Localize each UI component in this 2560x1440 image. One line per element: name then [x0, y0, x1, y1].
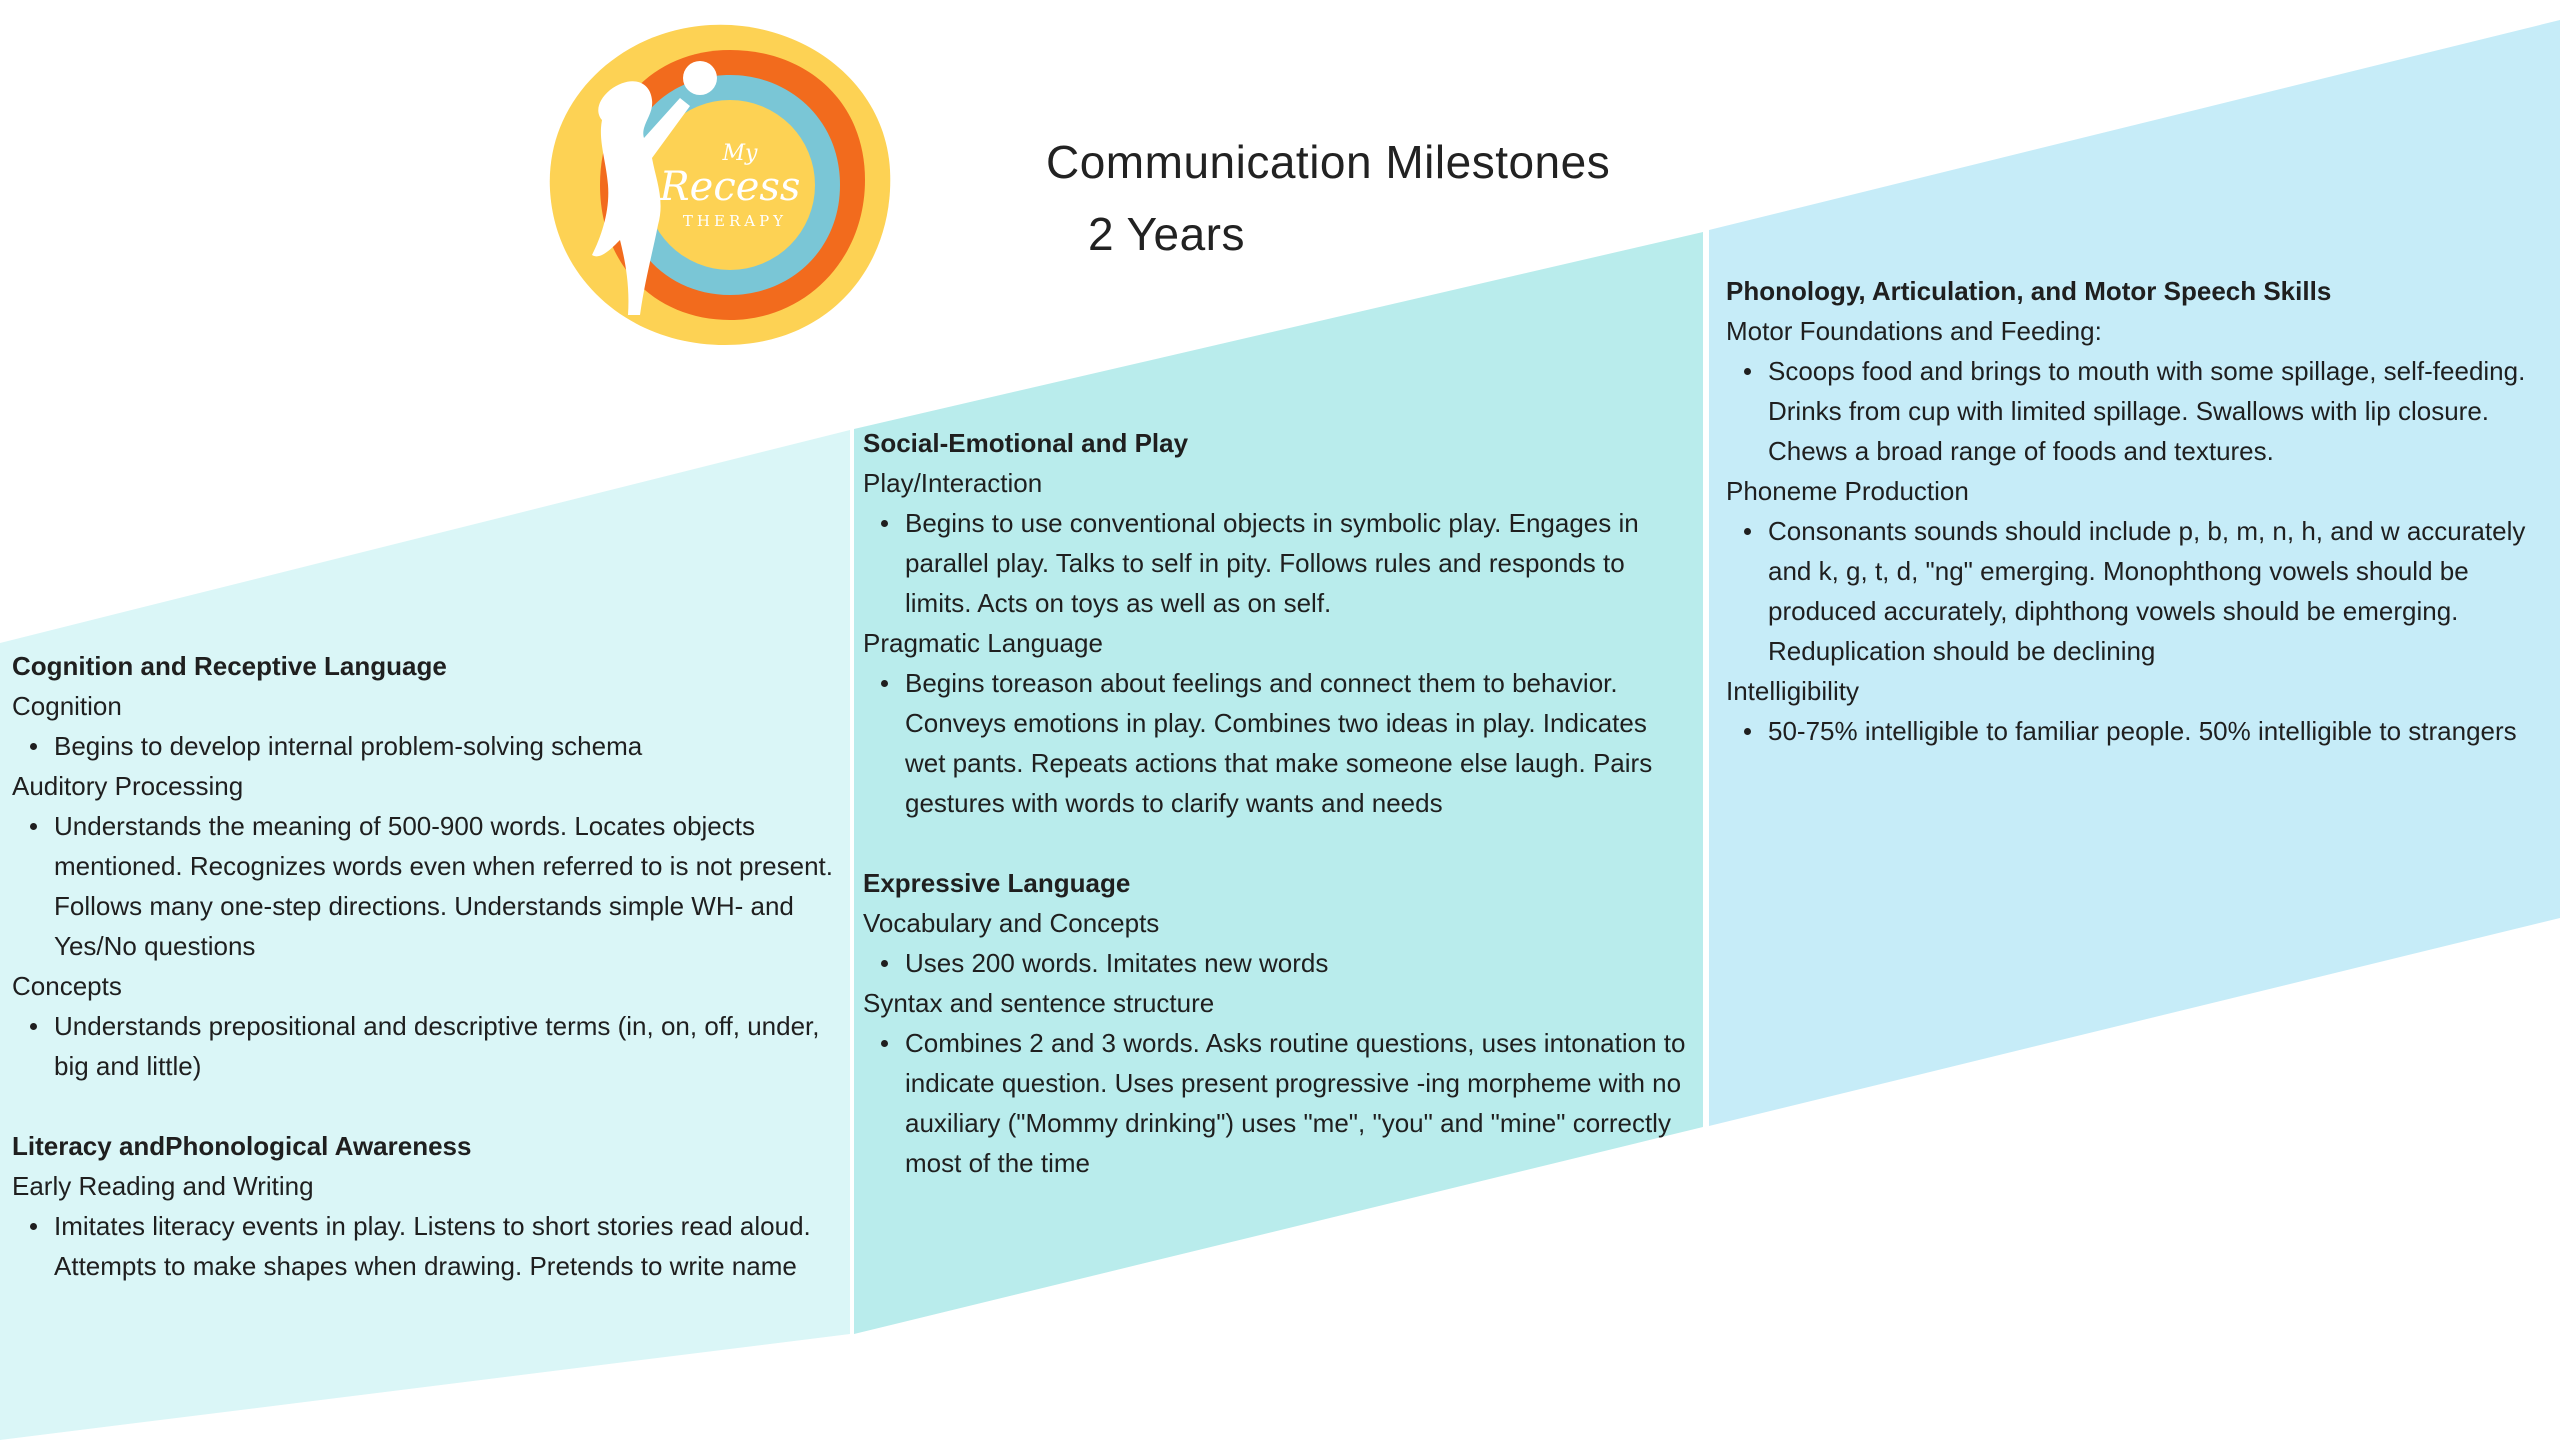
column-cognition-literacy — [12, 646, 842, 1286]
section-heading: Cognition and Receptive Language — [12, 651, 447, 681]
section-heading: Expressive Language — [863, 868, 1131, 898]
page-title: Communication Milestones — [1046, 136, 1611, 188]
list-item: Scoops food and brings to mouth with some spillage, self-feeding. Drinks from cup with limited spillage. Swallows with lip closure. Chews a broad range of foods and textures. — [1768, 351, 2536, 471]
my-recess-therapy-logo — [540, 20, 900, 350]
list-item: Understands prepositional and descriptive terms (in, on, off, under, big and little) — [54, 1006, 842, 1086]
list-item: Understands the meaning of 500-900 words. Locates objects mentioned. Recognizes words even when referred to is not present. Follows many one-step directions. Understands simple WH- and Yes/No questions — [54, 806, 842, 966]
bullet-list — [863, 503, 1693, 623]
section-heading: Social-Emotional and Play — [863, 428, 1189, 458]
column-social-expressive — [863, 423, 1693, 1183]
section-heading: Phonology, Articulation, and Motor Speech Skills — [1726, 276, 2332, 306]
group-title: Vocabulary and Concepts — [863, 908, 1160, 938]
group-title: Early Reading and Writing — [12, 1171, 314, 1201]
group-title: Concepts — [12, 971, 122, 1001]
bullet-list — [12, 806, 842, 966]
group-title: Syntax and sentence structure — [863, 988, 1215, 1018]
page-subtitle: 2 Years — [1088, 208, 1245, 260]
section-spacer — [863, 823, 1693, 863]
list-item: Begins toreason about feelings and connect them to behavior. Conveys emotions in play. Combines two ideas in play. Indicates wet pants. Repeats actions that make someone else laugh. Pairs gestures with words to clarify wants and needs — [905, 663, 1693, 823]
bullet-list — [12, 1206, 842, 1286]
logo-wordmark-my: My — [722, 141, 758, 166]
section-spacer — [12, 1086, 842, 1126]
list-item: Begins to develop internal problem-solving schema — [54, 726, 842, 766]
list-item: 50-75% intelligible to familiar people. 50% intelligible to strangers — [1768, 711, 2536, 751]
column-phonology — [1726, 271, 2536, 751]
list-item: Combines 2 and 3 words. Asks routine questions, uses intonation to indicate question. Uses present progressive -ing morpheme with no auxiliary ("Mommy drinking") uses "me", "you" and "mine" correctly most of the time — [905, 1023, 1693, 1183]
group-title: Play/Interaction — [863, 468, 1043, 498]
bullet-list — [12, 726, 842, 766]
group-title: Motor Foundations and Feeding: — [1726, 316, 2102, 346]
list-item: Uses 200 words. Imitates new words — [905, 943, 1693, 983]
logo-wordmark-recess: Recess — [659, 164, 801, 210]
logo-wordmark-therapy: THERAPY — [682, 212, 788, 230]
group-title: Phoneme Production — [1726, 476, 1969, 506]
bullet-list — [863, 943, 1693, 983]
section-heading: Literacy andPhonological Awareness — [12, 1131, 472, 1161]
bullet-list — [12, 1006, 842, 1086]
group-title: Intelligibility — [1726, 676, 1859, 706]
bullet-list — [863, 663, 1693, 823]
list-item: Imitates literacy events in play. Listens to short stories read aloud. Attempts to make shapes when drawing. Pretends to write name — [54, 1206, 842, 1286]
group-title: Pragmatic Language — [863, 628, 1103, 658]
list-item: Consonants sounds should include p, b, m, n, h, and w accurately and k, g, t, d, "ng" emerging. Monophthong vowels should be produced accurately, diphthong vowels should be emerging. Reduplication should be declining — [1768, 511, 2536, 671]
bullet-list — [863, 1023, 1693, 1183]
bullet-list — [1726, 351, 2536, 471]
group-title: Cognition — [12, 691, 122, 721]
group-title: Auditory Processing — [12, 771, 244, 801]
bullet-list — [1726, 711, 2536, 751]
list-item: Begins to use conventional objects in symbolic play. Engages in parallel play. Talks to self in pity. Follows rules and responds to limits. Acts on toys as well as on self. — [905, 503, 1693, 623]
bullet-list — [1726, 511, 2536, 671]
